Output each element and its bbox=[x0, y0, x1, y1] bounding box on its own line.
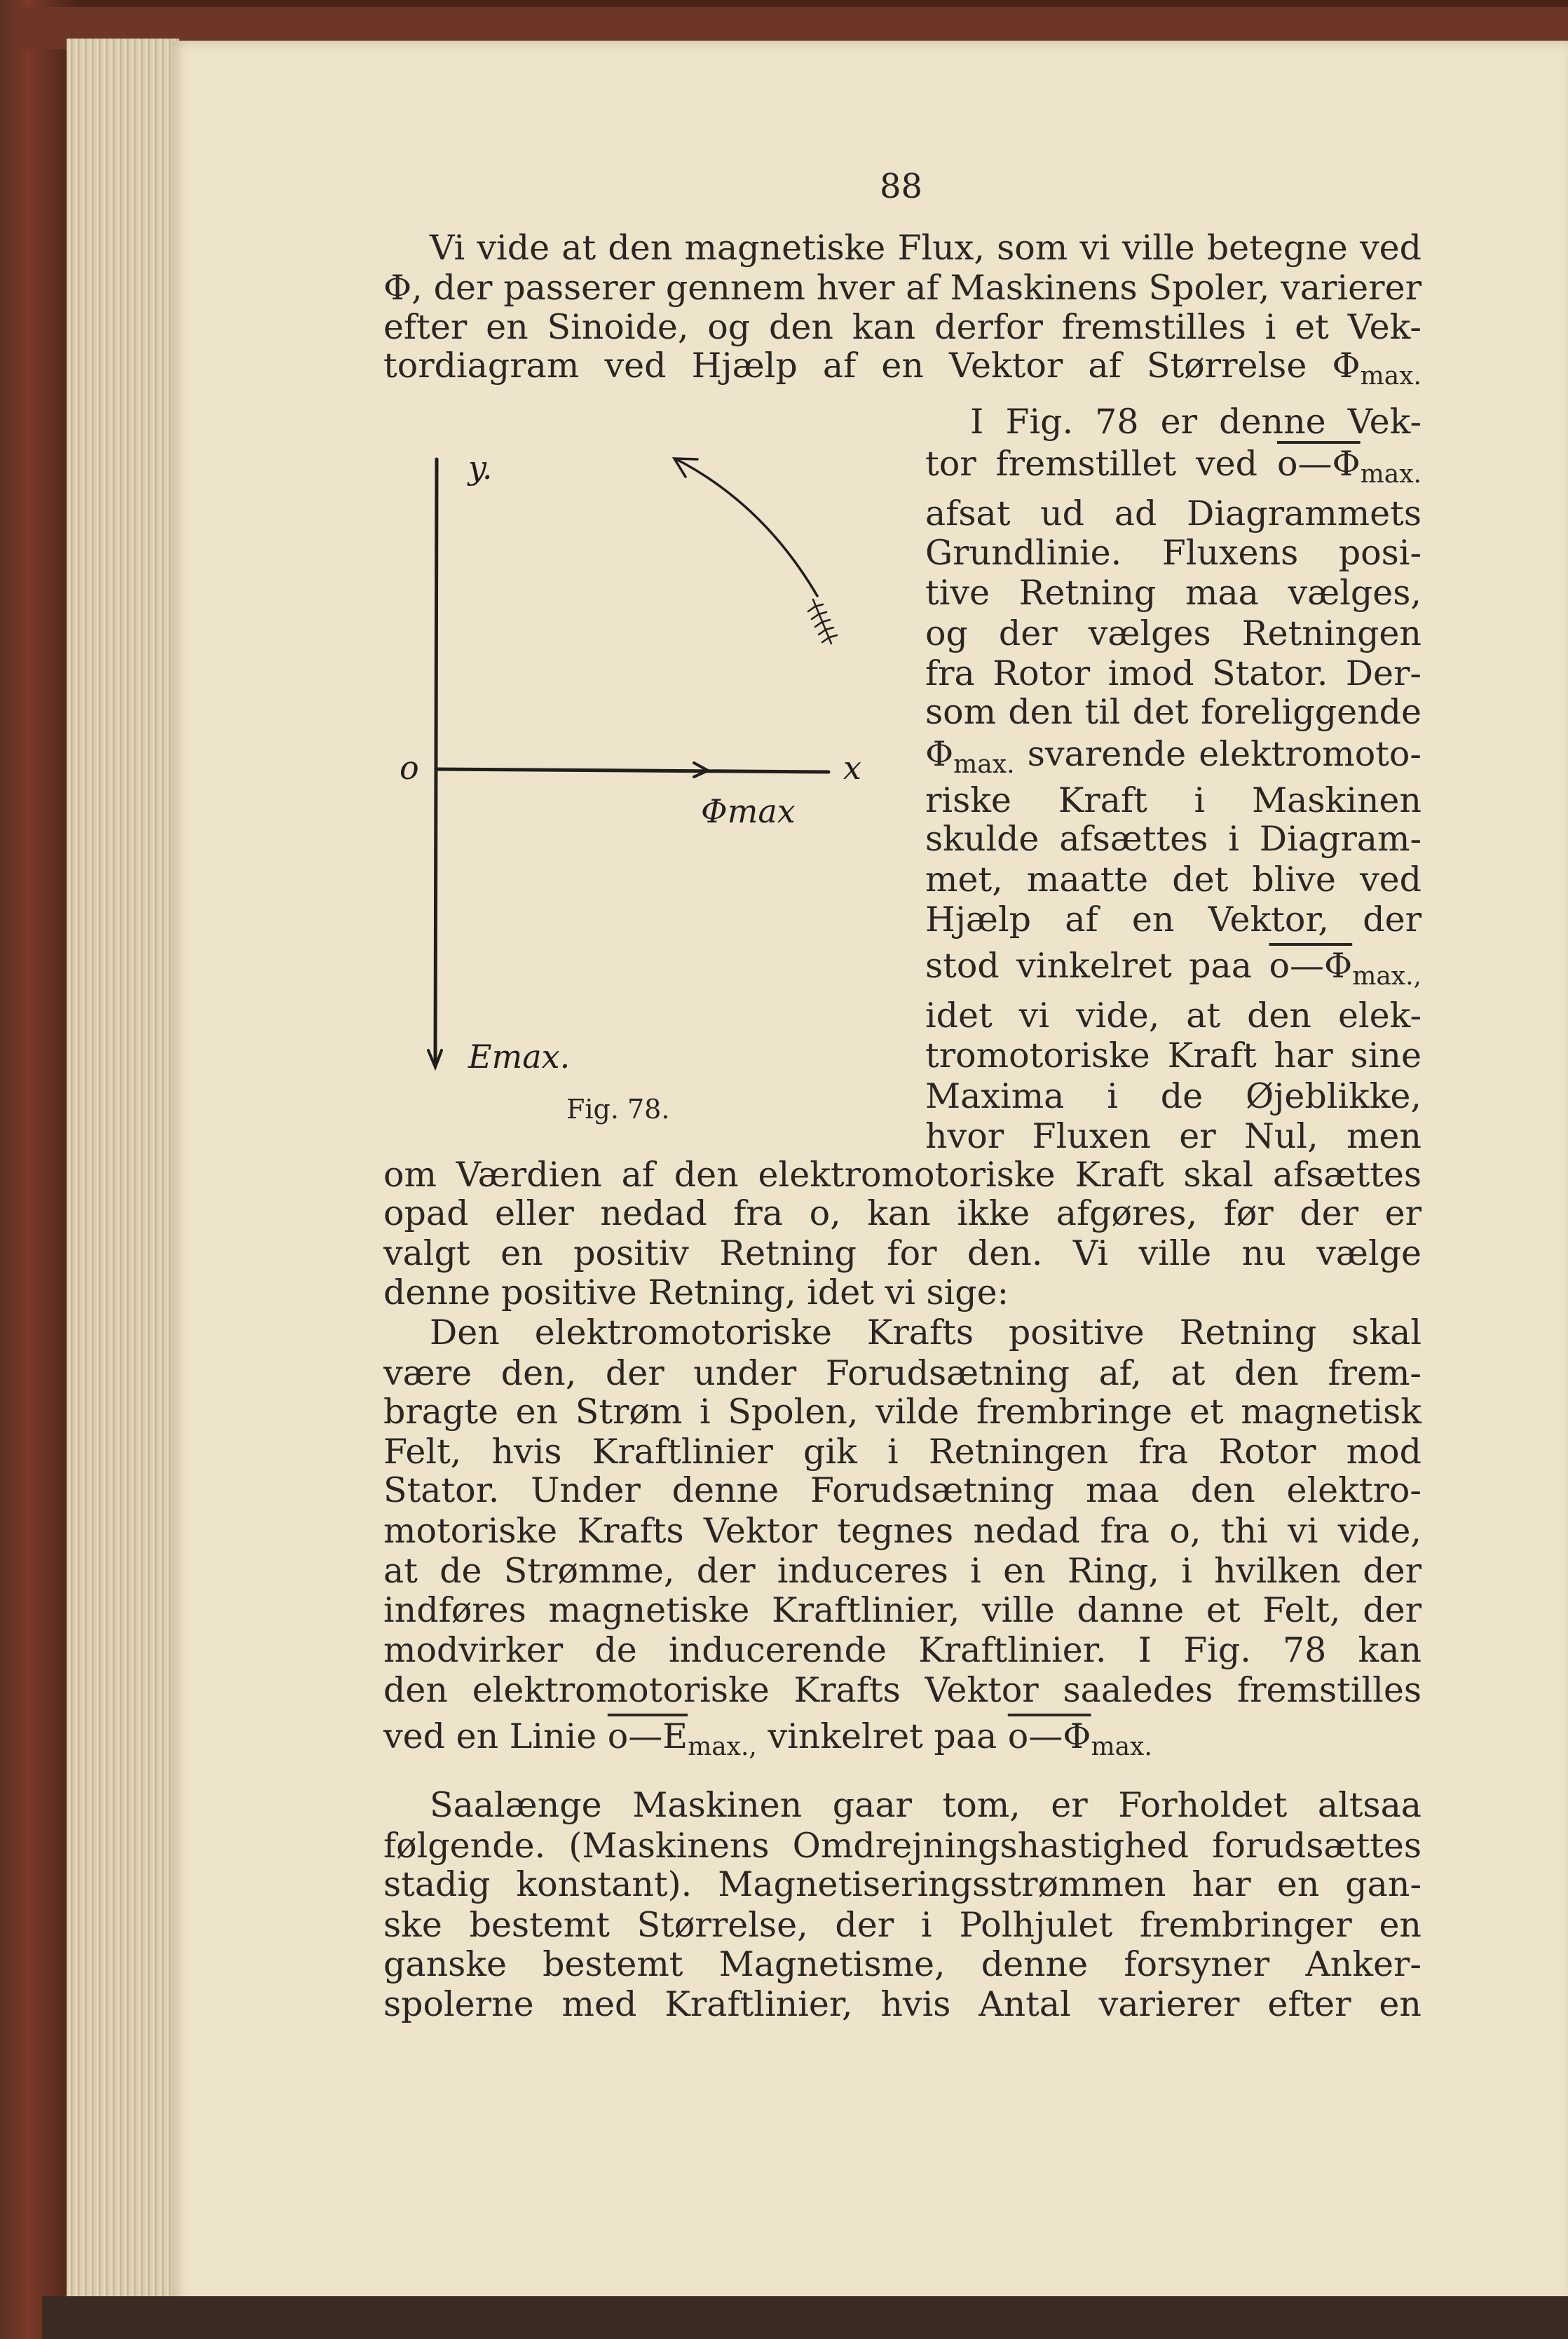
text-segment: Φ, der passerer gennem hver af Maskinens Spoler, varierer bbox=[383, 268, 1422, 308]
text-segment: Grundlinie. Fluxens posi- bbox=[925, 533, 1422, 573]
text-segment: svarende elektromoto- bbox=[1014, 734, 1422, 774]
text-segment: stadig konstant). Magnetiseringsstrømmen har en gan- bbox=[383, 1864, 1422, 1904]
subscript: max., bbox=[1352, 962, 1422, 991]
text-segment: Felt, hvis Kraftlinier gik i Retningen fra Rotor mod bbox=[383, 1432, 1422, 1472]
text-segment: efter en Sinoide, og den kan derfor fremstilles i et Vek- bbox=[383, 307, 1422, 347]
text-segment: motoriske Krafts Vektor tegnes nedad fra o, thi vi vide, bbox=[383, 1511, 1422, 1551]
text-segment: fra Rotor imod Stator. Der- bbox=[925, 653, 1422, 693]
text-segment: vinkelret paa bbox=[756, 1716, 1008, 1756]
text-segment: ganske bestemt Magnetisme, denne forsyner Anker- bbox=[383, 1944, 1422, 1984]
text-segment: indføres magnetiske Kraftlinier, ville danne et Felt, der bbox=[383, 1590, 1422, 1630]
text-segment: stod vinkelret paa bbox=[925, 946, 1269, 986]
text-segment: Den elektromotoriske Krafts positive Retning skal bbox=[430, 1313, 1422, 1352]
text-segment: met, maatte det blive ved bbox=[925, 860, 1422, 900]
text-segment: som den til det foreliggende bbox=[925, 692, 1422, 732]
text-segment: valgt en positiv Retning for den. Vi ville nu vælge bbox=[383, 1233, 1422, 1273]
text-segment: bragte en Strøm i Spolen, vilde frembringe et magnetisk bbox=[383, 1392, 1422, 1432]
subscript: max. bbox=[1360, 362, 1422, 391]
text-segment: denne positive Retning, idet vi sige: bbox=[383, 1273, 1009, 1313]
page-number: 88 bbox=[880, 167, 923, 206]
text-segment: skulde afsættes i Diagram- bbox=[925, 819, 1422, 859]
text-segment: tordiagram ved Hjælp af en Vektor af Størrelse Φ bbox=[383, 346, 1361, 386]
x-axis-label: x bbox=[843, 749, 861, 787]
phi-max-label: Φmax bbox=[701, 792, 796, 830]
text-segment: I Fig. 78 er denne Vek- bbox=[970, 402, 1422, 442]
origin-label: o bbox=[400, 749, 419, 787]
text-segment: hvor Fluxen er Nul, men bbox=[925, 1116, 1422, 1156]
text-segment: tive Retning maa vælges, bbox=[925, 573, 1422, 613]
text-segment: spolerne med Kraftlinier, hvis Antal varierer efter en bbox=[383, 1984, 1422, 2024]
text-segment: opad eller nedad fra o, kan ikke afgøres, før der er bbox=[383, 1193, 1422, 1233]
y-axis-label: y. bbox=[468, 449, 493, 487]
text-segment: at de Strømme, der induceres i en Ring, i hvilken der bbox=[383, 1551, 1422, 1591]
e-max-label: Emax. bbox=[468, 1038, 571, 1076]
x-axis bbox=[437, 769, 829, 772]
subscript: max. bbox=[1091, 1733, 1152, 1761]
text-segment: ved en Linie bbox=[383, 1716, 608, 1756]
text-segment: ske bestemt Størrelse, der i Polhjulet frembringer en bbox=[383, 1905, 1422, 1945]
text-segment: om Værdien af den elektromotoriske Kraft skal afsættes bbox=[383, 1155, 1422, 1195]
text-segment: o—Φ bbox=[1276, 444, 1361, 484]
text-segment: den elektromotoriske Krafts Vektor saaledes fremstilles bbox=[383, 1670, 1422, 1710]
text-segment: tromotoriske Kraft har sine bbox=[925, 1036, 1422, 1076]
figure-caption: Fig. 78. bbox=[566, 1094, 670, 1125]
text-segment: tor fremstillet ved bbox=[925, 444, 1277, 484]
text-segment: Φ bbox=[925, 734, 954, 774]
subscript: max., bbox=[688, 1733, 757, 1761]
text-segment: følgende. (Maskinens Omdrejningshastighed forudsættes bbox=[383, 1826, 1422, 1866]
text-segment: Hjælp af en Vektor, der bbox=[925, 900, 1422, 940]
text-segment: modvirker de inducerende Kraftlinier. I Fig. 78 kan bbox=[383, 1630, 1422, 1670]
text-segment: Stator. Under denne Forudsætning maa den elektro- bbox=[383, 1470, 1422, 1510]
y-axis bbox=[435, 459, 437, 1066]
text-segment: afsat ud ad Diagrammets bbox=[925, 494, 1422, 534]
subscript: max. bbox=[1360, 460, 1422, 489]
rotation-arrow bbox=[676, 459, 817, 596]
text-segment: o—Φ bbox=[1269, 946, 1353, 986]
text-segment: og der vælges Retningen bbox=[925, 613, 1422, 653]
text-segment: idet vi vide, at den elek- bbox=[925, 996, 1422, 1036]
rotation-arrow-fletching bbox=[808, 599, 837, 644]
text-segment: Vi vide at den magnetiske Flux, som vi ville betegne ved bbox=[430, 228, 1422, 268]
text-segment: o—Φ bbox=[1007, 1716, 1091, 1756]
text-segment: Saalænge Maskinen gaar tom, er Forholdet altsaa bbox=[430, 1785, 1422, 1825]
text-segment: Maxima i de Øjeblikke, bbox=[925, 1076, 1422, 1116]
text-segment: riske Kraft i Maskinen bbox=[925, 780, 1422, 820]
text-segment: o—E bbox=[607, 1716, 688, 1756]
subscript: max. bbox=[953, 750, 1015, 779]
text-segment: være den, der under Forudsætning af, at den frem- bbox=[383, 1353, 1422, 1393]
